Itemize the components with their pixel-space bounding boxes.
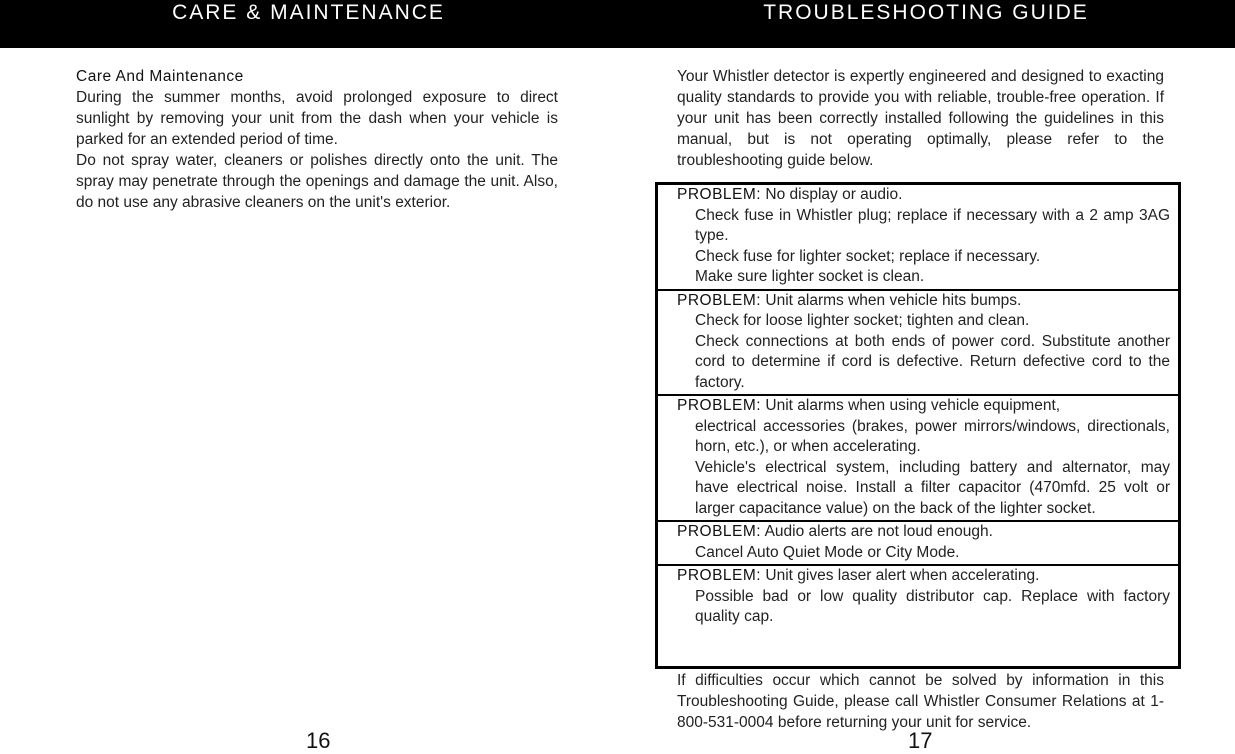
problem-row: [658, 185, 1178, 291]
troubleshooting-outro: If difficulties occur which cannot be solved by information in this Troubleshooting Guide, please call Whistler Consumer Relations at 1-800-531-0004 before returning your unit for service.: [677, 672, 1164, 731]
troubleshooting-intro: Your Whistler detector is expertly engineered and designed to exacting quality standards to provide you with reliable, trouble-free operation. If your unit has been correctly installed following the guidelines in this manual, but is not operating optimally, please refer to the troubleshooting guide below.: [677, 68, 1164, 169]
problem-label: PROBLEM:: [677, 567, 762, 584]
problem-text: Unit gives laser alert when accelerating.: [765, 567, 1040, 584]
section-title: Care And Maintenance: [76, 68, 244, 85]
solution-step: Cancel Auto Quiet Mode or City Mode.: [695, 543, 960, 561]
problem-text: Unit alarms when vehicle hits bumps.: [765, 291, 1022, 309]
care-maintenance-section: [76, 66, 558, 213]
page-number-right: 17: [908, 728, 933, 753]
troubleshooting-table: [655, 182, 1181, 669]
care-paragraph-2: Do not spray water, cleaners or polishes directly onto the unit. The spray may penetrate through the openings and damage the unit. Also, do not use any abrasive cleaners on the unit's exterior.: [76, 152, 558, 211]
problem-text: No display or audio.: [765, 186, 903, 203]
problem-row: [658, 566, 1178, 629]
problem-text: Unit alarms when using vehicle equipment,: [765, 397, 1061, 414]
problem-row: [658, 522, 1178, 566]
solution-step: Check fuse in Whistler plug; replace if necessary with a 2 amp 3AG type.: [695, 206, 1170, 244]
page-number-left: 16: [306, 728, 331, 753]
problem-text: Audio alerts are not loud enough.: [764, 523, 993, 540]
solution-step: Check for loose lighter socket; tighten and clean.: [695, 312, 1030, 329]
problem-label: PROBLEM:: [677, 397, 762, 414]
problem-text-continued: electrical accessories (brakes, power mirrors/windows, directionals, horn, etc.), or when accelerating.: [695, 417, 1170, 455]
solution-step: Possible bad or low quality distributor cap. Replace with factory quality cap.: [695, 587, 1170, 625]
solution-step: Check fuse for lighter socket; replace if necessary.: [695, 247, 1041, 265]
care-paragraph-1: During the summer months, avoid prolonged exposure to direct sunlight by removing your unit from the dash when your vehicle is parked for an extended period of time.: [76, 89, 558, 148]
problem-label: PROBLEM:: [677, 523, 762, 540]
right-page-header: TROUBLESHOOTING GUIDE: [763, 1, 1089, 24]
solution-step: Vehicle's electrical system, including battery and alternator, may have electrical noise. Install a filter capacitor (470mfd. 25 volt or larger capacitance value) on the back of the lighter socket.: [695, 458, 1170, 517]
solution-step: Check connections at both ends of power cord. Substitute another cord to determine if cord is defective. Return defective cord to the factory.: [695, 332, 1170, 391]
problem-row: [658, 396, 1178, 522]
solution-step: Make sure lighter socket is clean.: [695, 268, 925, 285]
problem-row: [658, 291, 1178, 397]
problem-label: PROBLEM:: [677, 186, 762, 203]
header-bar: [0, 0, 1235, 48]
left-page-header: CARE & MAINTENANCE: [172, 1, 445, 24]
problem-label: PROBLEM:: [677, 291, 762, 309]
